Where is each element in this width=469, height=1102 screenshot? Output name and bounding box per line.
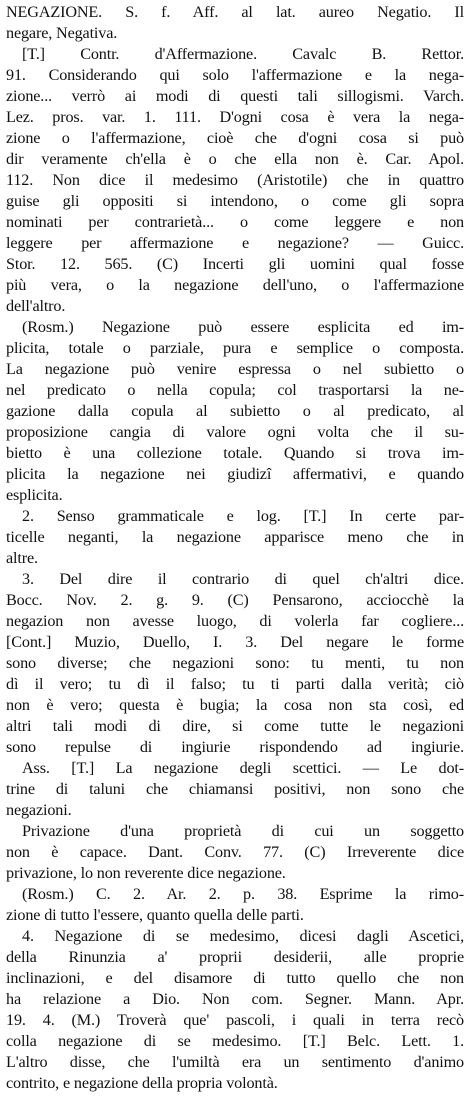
- entry-line: zione... verrò ai modi di questi tali sillogismi. Varch.: [6, 87, 464, 105]
- entry-line: esplicita.: [6, 486, 63, 504]
- entry-line: ha relazione a Dio. Non com. Segner. Mann. Apr.: [6, 990, 464, 1008]
- entry-line: (Rosm.) Negazione può essere esplicita ed im-: [22, 318, 464, 336]
- entry-line: 91. Considerando qui solo l'affermazione e la nega-: [6, 66, 464, 84]
- entry-line: 4. Negazione di se medesimo, dicesi dagli Ascetici,: [22, 927, 464, 945]
- entry-line: nominati per contrarietà... o come leggere e non: [6, 213, 464, 231]
- entry-line: NEGAZIONE. S. f. Aff. al lat. aureo Negatio. Il: [6, 3, 464, 21]
- entry-line: L'altro disse, che l'umiltà era un sentimento d'animo: [6, 1053, 464, 1071]
- entry-line: Lez. pros. var. 1. 111. D'ogni cosa è vera la nega-: [6, 108, 464, 126]
- entry-line: altri tali modi di dire, si come tutte le negazioni: [6, 717, 464, 735]
- entry-line: Stor. 12. 565. (C) Incerti gli uomini qual fosse: [6, 255, 464, 273]
- entry-line: Privazione d'una proprietà di cui un soggetto: [22, 822, 464, 840]
- entry-line: Ass. [T.] La negazione degli scettici. — Le dot-: [22, 759, 464, 777]
- entry-line: La negazione può venire espressa o nel subietto o: [6, 360, 464, 378]
- entry-line: 112. Non dice il medesimo (Aristotile) che in quattro: [6, 171, 464, 189]
- entry-line: della Rinunzia a' proprii desiderii, alle proprie: [6, 948, 464, 966]
- entry-line: 3. Del dire il contrario di quel ch'altri dice.: [22, 570, 464, 588]
- entry-line: sono repulse di ingiurie rispondendo ad ingiurie.: [6, 738, 464, 756]
- entry-line: non è capace. Dant. Conv. 77. (C) Irreverente dice: [6, 843, 464, 861]
- entry-line: dì il vero; tu dì il falso; tu ti parti dalla verità; ciò: [6, 675, 464, 693]
- entry-line: negare, Negativa.: [6, 24, 118, 42]
- entry-line: leggere per affermazione e negazione? — Guicc.: [6, 234, 464, 252]
- entry-line: zione o l'affermazione, cioè che d'ogni cosa si può: [6, 129, 464, 147]
- entry-line: inclinazioni, e del disamore di tutto quello che non: [6, 969, 464, 987]
- entry-line: [Cont.] Muzio, Duello, I. 3. Del negare le forme: [6, 633, 464, 651]
- entry-line: [T.] Contr. d'Affermazione. Cavalc B. Rettor.: [22, 45, 464, 63]
- entry-line: altre.: [6, 549, 38, 567]
- entry-line: guise gli oppositi si intendono, o come gli sopra: [6, 192, 464, 210]
- entry-line: dir veramente ch'ella è o che ella non è. Car. Apol.: [6, 150, 464, 168]
- entry-line: non è vero; questa è bugia; la cosa non sta così, ed: [6, 696, 464, 714]
- entry-line: (Rosm.) C. 2. Ar. 2. p. 38. Esprime la rimo-: [22, 885, 464, 903]
- entry-line: proposizione cangia di valore ogni volta che il su-: [6, 423, 464, 441]
- entry-line: privazione, lo non reverente dice negazione.: [6, 864, 286, 882]
- entry-line: contrito, e negazione della propria volontà.: [6, 1074, 278, 1092]
- entry-line: bietto è una collezione totale. Quando si trova im-: [6, 444, 464, 462]
- entry-line: plicita la negazione nei giudizî affermativi, e quando: [6, 465, 464, 483]
- entry-line: 19. 4. (M.) Troverà que' pascoli, i quali in terra recò: [6, 1011, 464, 1029]
- entry-line: più vera, o la negazione dell'uno, o l'affermazione: [6, 276, 464, 294]
- entry-line: Bocc. Nov. 2. g. 9. (C) Pensarono, acciocchè la: [6, 591, 464, 609]
- entry-line: gazione dalla copula al subietto o al predicato, al: [6, 402, 464, 420]
- entry-line: sono diverse; che negazioni sono: tu menti, tu non: [6, 654, 464, 672]
- entry-line: negazioni.: [6, 801, 72, 819]
- entry-line: negazion non avesse luogo, di volerla far cogliere...: [6, 612, 464, 630]
- entry-line: 2. Senso grammaticale e log. [T.] In certe par-: [22, 507, 464, 525]
- entry-line: dell'altro.: [6, 297, 66, 315]
- entry-line: ticelle neganti, la negazione apparisce meno che in: [6, 528, 464, 546]
- entry-line: nel predicato o nella copula; col trasportarsi la ne-: [6, 381, 464, 399]
- entry-line: trine di taluni che chiamansi positivi, non sono che: [6, 780, 464, 798]
- entry-line: zione di tutto l'essere, quanto quella delle parti.: [6, 906, 304, 924]
- entry-line: colla negazione di se medesimo. [T.] Belc. Lett. 1.: [6, 1032, 464, 1050]
- entry-line: plicita, totale o parziale, pura e semplice o composta.: [6, 339, 464, 357]
